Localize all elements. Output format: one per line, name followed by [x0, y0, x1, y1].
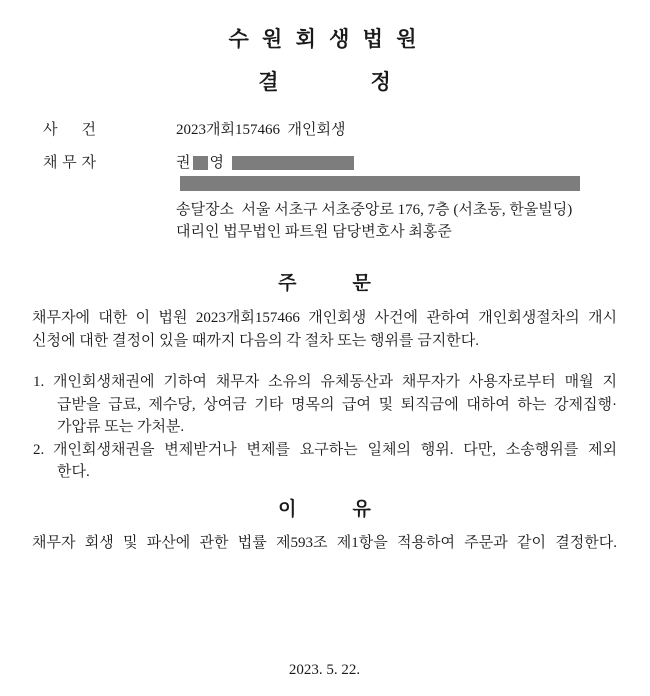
order-section-heading: [32, 272, 617, 296]
list-item-1-number-spacer-2: [33, 416, 53, 439]
case-number-value: 2023개회157466 개인회생: [176, 122, 346, 138]
reason-line: 채무자 회생 및 파산에 관한 법률 제593조 제1항을 적용하여 주문과 같이 결정한다.: [32, 534, 617, 551]
list-item-2-line-1: [33, 439, 617, 462]
case-label: [43, 120, 96, 140]
reason-heading-char-1: 이: [278, 498, 297, 520]
reason-heading-char-2: 유: [352, 498, 371, 520]
debtor-label-char-2: 무: [62, 155, 77, 171]
list-item-2-line-2: [33, 461, 617, 484]
redaction-box-address-line: [180, 176, 580, 191]
case-label-char-1: 사: [43, 122, 58, 138]
list-item-1-text: 개인회생채권에 기하여 채무자 소유의 유체동산과 채무자가 사용자로부터 매월 지: [53, 374, 617, 390]
list-item-1-text-end: 가압류 또는 가처분.: [57, 419, 185, 435]
list-item-1-line-2: [33, 394, 617, 417]
list-item-1-text-cont: 급받을 급료, 제수당, 상여금 기타 명목의 급여 및 퇴직금에 대하여 하는 강제집행·: [57, 396, 617, 413]
list-item-1-line-1: [33, 371, 617, 394]
order-heading-char-1: 주: [278, 273, 297, 294]
list-item-2-text: 개인회생채권을 변제받거나 변제를 요구하는 일체의 행위. 다만, 소송행위를 제외: [53, 441, 617, 458]
reason-paragraph: [32, 532, 617, 555]
decision-date: 2023. 5. 22.: [288, 662, 361, 678]
service-address-line: 송달장소 서울 서초구 서초중앙로 176, 7층 (서초동, 한울빌딩): [176, 202, 573, 218]
document-title-char-1: 결: [258, 70, 279, 94]
list-item-1-line-3: [33, 416, 617, 439]
case-info-section: [32, 120, 617, 243]
list-item-2-number-spacer: [33, 461, 53, 484]
order-intro-line-1: 채무자에 대한 이 법원 2023개회157466 개인회생 사건에 관하여 개인회생절차의 개시: [32, 310, 617, 326]
document-title-char-2: 정: [370, 70, 391, 94]
order-intro-paragraph: [32, 307, 617, 352]
debtor-label-char-1: 채: [43, 155, 58, 171]
reason-section-heading: [32, 498, 617, 522]
list-item-2-number: 2.: [33, 441, 45, 458]
list-item-1-number: 1.: [33, 374, 45, 390]
debtor-name: [176, 153, 354, 173]
order-heading-char-2: 문: [352, 273, 371, 294]
attorney-line: 대리인 법무법인 파트원 담당변호사 최홍준: [176, 224, 452, 240]
debtor-name-first-char: 권: [176, 155, 191, 171]
document-title: [32, 70, 617, 94]
case-label-char-2: 건: [81, 122, 96, 138]
debtor-row: [32, 153, 617, 173]
court-name-title: 수 원 회 생 법 원: [228, 27, 421, 51]
debtor-name-last-char: 영: [209, 155, 224, 171]
prohibition-list: [32, 371, 617, 484]
list-item-2-text-end: 한다.: [57, 464, 90, 480]
redaction-box-name-char: [193, 156, 208, 170]
case-number-row: [32, 120, 617, 140]
list-item-1-number-spacer: [33, 394, 53, 417]
debtor-label-char-3: 자: [81, 155, 96, 171]
debtor-label: [43, 153, 96, 173]
order-intro-line-2: 신청에 대한 결정이 있을 때까지 다음의 각 절차 또는 행위를 금지한다.: [32, 332, 479, 349]
redaction-box-name-rest: [232, 156, 354, 170]
